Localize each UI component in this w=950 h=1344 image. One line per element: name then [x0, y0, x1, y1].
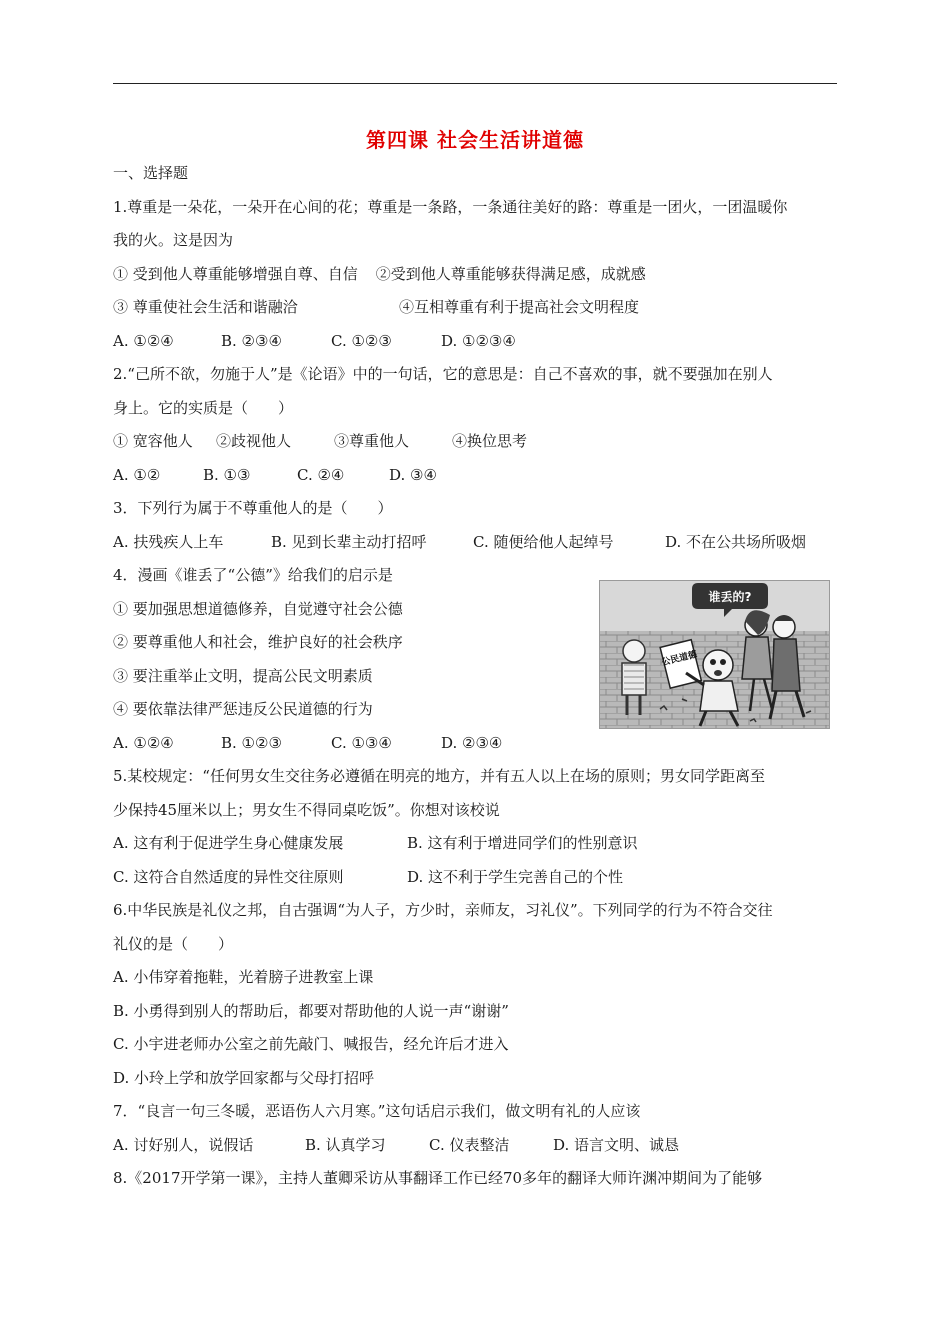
q8-stem: 8.《2017开学第一课》，主持人董卿采访从事翻译工作已经70多年的翻译大师许渊冲期间为了能够 — [113, 1169, 763, 1187]
q5-option-d[interactable]: D. 这不利于学生完善自己的个性 — [407, 867, 624, 886]
q4-option-b[interactable]: B. ①②③ — [221, 733, 282, 752]
q2-item-2: ②歧视他人 — [216, 432, 292, 450]
q5-stem-line2: 少保持45厘米以上；男女生不得同桌吃饭”。你想对该校说 — [113, 800, 500, 819]
q4-item-1: ① 要加强思想道德修养，自觉遵守社会公德 — [113, 599, 403, 618]
q7-stem: 7．“良言一句三冬暖，恶语伤人六月寒。”这句话启示我们，做文明有礼的人应该 — [113, 1102, 641, 1120]
q1-items-row2 — [113, 291, 839, 325]
child-body — [622, 663, 646, 695]
q3-option-c[interactable]: C. 随便给他人起绰号 — [473, 532, 614, 551]
cartoon-illustration — [599, 580, 830, 729]
q2-items — [113, 425, 839, 459]
q6-stem-line2: 礼仪的是（ ） — [113, 934, 234, 953]
q2-option-a[interactable]: A. ①② — [113, 465, 161, 484]
q1-option-c[interactable]: C. ①②③ — [331, 331, 392, 350]
q3-options — [113, 526, 839, 560]
q2-item-1: ① 宽容他人 — [113, 432, 193, 450]
q3-option-d[interactable]: D. 不在公共场所吸烟 — [665, 532, 807, 551]
header-rule — [113, 83, 837, 84]
q2-stem-line1: 2.“己所不欲，勿施于人”是《论语》中的一句话，它的意思是：自己不喜欢的事，就不要强加在别人 — [113, 365, 773, 383]
cartoon-drawing — [600, 581, 829, 728]
section-heading: 一、选择题 — [113, 164, 189, 182]
q1-item-4: ④互相尊重有利于提高社会文明程度 — [399, 298, 640, 316]
q4-item-3: ③ 要注重举止文明，提高公民文明素质 — [113, 666, 373, 685]
q4-option-a[interactable]: A. ①②④ — [113, 733, 174, 752]
q4-option-d[interactable]: D. ②③④ — [441, 733, 503, 752]
q7-option-d[interactable]: D. 语言文明、诚恳 — [553, 1135, 680, 1154]
q1-option-d[interactable]: D. ①②③④ — [441, 331, 516, 350]
sign-text: 公民道德 — [660, 649, 699, 669]
q5-options-row1 — [113, 827, 839, 861]
q1-stem-line2: 我的火。这是因为 — [113, 231, 234, 249]
q4-item-4: ④ 要依靠法律严惩违反公民道德的行为 — [113, 700, 373, 718]
q4-stem: 4．漫画《谁丢了“公德”》给我们的启示是 — [113, 566, 393, 584]
q6-option-d[interactable]: D. 小玲上学和放学回家都与父母打招呼 — [113, 1068, 375, 1087]
q7-options — [113, 1129, 839, 1163]
q1-item-3: ③ 尊重使社会生活和谐融洽 — [113, 298, 298, 316]
q4-options — [113, 727, 839, 761]
q1-item-1: ① 受到他人尊重能够增强自尊、自信 — [113, 264, 358, 283]
q2-stem-line2: 身上。它的实质是（ ） — [113, 398, 294, 417]
q6-option-a[interactable]: A. 小伟穿着拖鞋，光着膀子进教室上课 — [113, 968, 374, 986]
q2-option-b[interactable]: B. ①③ — [203, 465, 251, 484]
q3-option-a[interactable]: A. 扶残疾人上车 — [113, 532, 224, 551]
q1-items-row1 — [113, 258, 839, 292]
q1-item-2: ②受到他人尊重能够获得满足感，成就感 — [375, 264, 646, 283]
q6-option-c[interactable]: C. 小宇进老师办公室之前先敲门、喊报告，经允许后才进入 — [113, 1035, 509, 1053]
q7-option-b[interactable]: B. 认真学习 — [305, 1135, 386, 1154]
q2-option-d[interactable]: D. ③④ — [389, 465, 437, 484]
q7-option-c[interactable]: C. 仪表整洁 — [429, 1135, 510, 1154]
q5-stem-line1: 5.某校规定：“任何男女生交往务必遵循在明亮的地方，并有五人以上在场的原则；男女同学距离至 — [113, 767, 765, 785]
q6-stem-line1: 6.中华民族是礼仪之邦，自古强调“为人子，方少时，亲师友，习礼仪”。下列同学的行为不符合交往 — [113, 901, 773, 919]
q3-option-b[interactable]: B. 见到长辈主动打招呼 — [271, 532, 427, 551]
q3-stem: 3．下列行为属于不尊重他人的是（ ） — [113, 499, 393, 517]
man-body — [700, 681, 738, 711]
q2-item-3: ③尊重他人 — [334, 432, 410, 450]
q1-option-b[interactable]: B. ②③④ — [221, 331, 282, 350]
man2-body — [772, 639, 800, 691]
q2-option-c[interactable]: C. ②④ — [297, 465, 345, 484]
speech-caption: 谁丢的? — [708, 590, 752, 604]
q5-option-a[interactable]: A. 这有利于促进学生身心健康发展 — [113, 834, 344, 852]
q7-option-a[interactable]: A. 讨好别人，说假话 — [113, 1135, 254, 1154]
q5-option-c[interactable]: C. 这符合自然适度的异性交往原则 — [113, 867, 344, 886]
q6-option-b[interactable]: B. 小勇得到别人的帮助后，都要对帮助他的人说一声“谢谢” — [113, 1001, 509, 1020]
q1-option-a[interactable]: A. ①②④ — [113, 331, 174, 350]
q5-option-b[interactable]: B. 这有利于增进同学们的性别意识 — [407, 834, 638, 852]
q1-stem-line1: 1.尊重是一朵花，一朵开在心间的花；尊重是一条路，一条通往美好的路：尊重是一团火，一团温暖你 — [113, 197, 788, 216]
child-head — [623, 640, 645, 662]
q2-item-4: ④换位思考 — [452, 432, 528, 450]
q2-options — [113, 459, 839, 493]
q4-option-c[interactable]: C. ①③④ — [331, 733, 392, 752]
woman-body — [742, 637, 772, 679]
q4-item-2: ② 要尊重他人和社会，维护良好的社会秩序 — [113, 633, 403, 651]
lesson-title: 第四课 社会生活讲道德 — [366, 128, 584, 152]
q1-options — [113, 325, 839, 359]
q5-options-row2 — [113, 861, 839, 895]
